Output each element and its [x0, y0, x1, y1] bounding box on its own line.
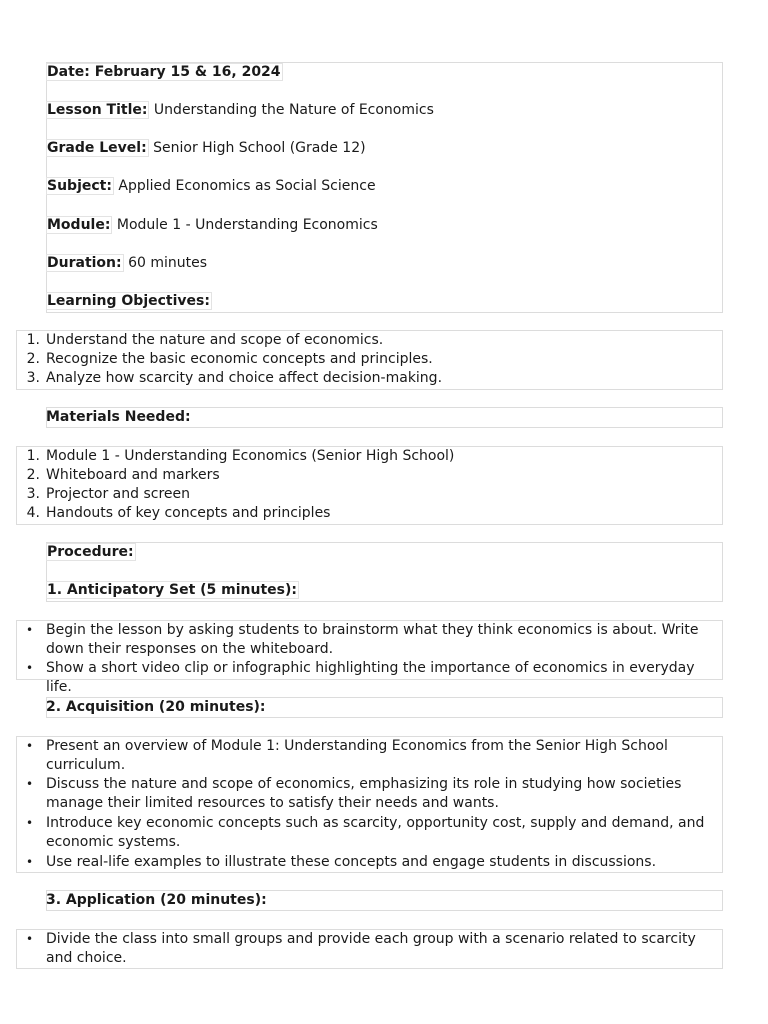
anticipatory-heading: 1. Anticipatory Set (5 minutes):	[47, 582, 298, 598]
lesson-title-line: Lesson Title: Understanding the Nature of Economics	[47, 102, 434, 118]
list-item: 3. Analyze how scarcity and choice affect decision-making.	[26, 370, 443, 386]
list-item: • Introduce key economic concepts such as scarcity, opportunity cost, supply and demand, and economic systems.	[26, 815, 705, 850]
subject-line: Subject: Applied Economics as Social Science	[47, 178, 376, 194]
list-item: • Begin the lesson by asking students to brainstorm what they think economics is about. Write down their responses on the whiteboard.	[26, 622, 699, 657]
application-heading: 3. Application (20 minutes):	[46, 892, 267, 908]
bullet-icon: •	[26, 855, 34, 869]
grade-level-line: Grade Level: Senior High School (Grade 12)	[47, 140, 366, 156]
objectives-heading: Learning Objectives:	[47, 293, 210, 309]
list-item: • Present an overview of Module 1: Understanding Economics from the Senior High School curriculum.	[26, 738, 668, 773]
bullet-icon: •	[26, 661, 34, 675]
list-item: 2. Recognize the basic economic concepts and principles.	[26, 351, 433, 367]
procedure-heading: Procedure:	[47, 544, 134, 560]
bullet-icon: •	[26, 816, 34, 830]
list-item: 3. Projector and screen	[26, 486, 190, 502]
list-item: 4. Handouts of key concepts and principles	[26, 505, 331, 521]
list-item: 1. Module 1 - Understanding Economics (Senior High School)	[26, 448, 455, 464]
bullet-icon: •	[26, 932, 34, 946]
bullet-icon: •	[26, 623, 34, 637]
acquisition-heading: 2. Acquisition (20 minutes):	[46, 699, 266, 715]
list-item: • Divide the class into small groups and provide each group with a scenario related to scarcity and choice.	[26, 931, 696, 966]
list-item: 1. Understand the nature and scope of economics.	[26, 332, 384, 348]
lesson-date: Date: February 15 & 16, 2024	[47, 64, 281, 80]
list-item: • Discuss the nature and scope of economics, emphasizing its role in studying how societies manage their limited resources to satisfy their needs and wants.	[26, 776, 682, 811]
bullet-icon: •	[26, 777, 34, 791]
materials-heading: Materials Needed:	[46, 409, 191, 425]
bullet-icon: •	[26, 739, 34, 753]
duration-line: Duration: 60 minutes	[47, 255, 208, 271]
list-item: • Show a short video clip or infographic highlighting the importance of economics in everyday life.	[26, 660, 695, 695]
list-item: • Use real-life examples to illustrate these concepts and engage students in discussions.	[26, 854, 657, 870]
module-line: Module: Module 1 - Understanding Economics	[47, 217, 378, 233]
list-item: 2. Whiteboard and markers	[26, 467, 220, 483]
